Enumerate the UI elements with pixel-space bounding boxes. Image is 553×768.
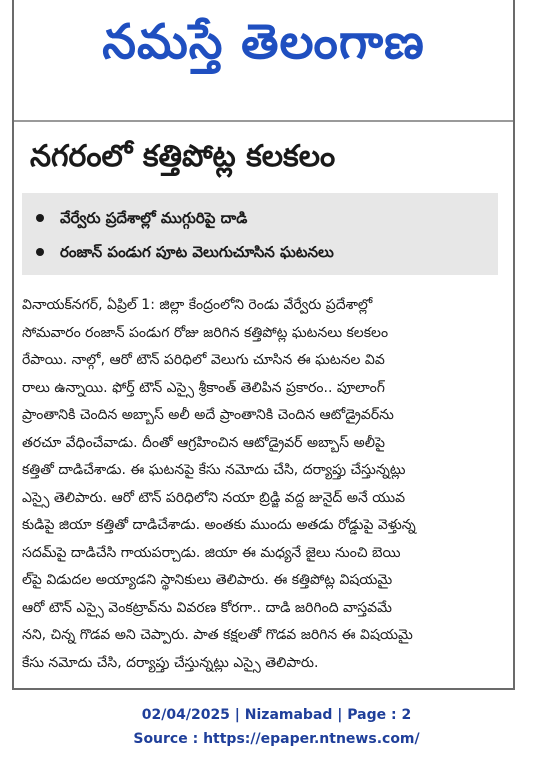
source-link[interactable]: Source : https://epaper.ntnews.com/ [133,731,420,747]
highlight-text: వేర్వేరు ప్రదేశాల్లో ముగ్గురిపై దాడి [60,209,248,227]
newspaper-masthead [14,4,513,82]
article-clipping [12,0,515,690]
body-line: ప్రాంతానికి చెందిన అబ్బాస్ అలీ అదే ప్రాంతానికి చెందిన ఆటోడ్రైవర్‌ను [22,407,394,423]
bullet-icon [36,248,44,256]
highlight-item [60,235,498,269]
bullet-icon [36,214,44,222]
body-line: కేసు నమోదు చేసి, దర్యాప్తు చేస్తున్నట్లు ఎస్సై తెలిపారు. [22,654,319,671]
highlights-box [22,193,498,275]
body-line: ల్‌పై విడుదల అయ్యాడని స్థానికులు తెలిపారు. ఈ కత్తిపోట్ల విషయమై [22,572,393,588]
body-line: సోమవారం రంజాన్ పండుగ రోజు జరిగిన కత్తిపోట్ల ఘటనలు కలకలం [22,324,389,341]
highlight-item [60,201,498,235]
body-line: సదమ్‌పై దాడిచేసి గాయపర్చాడు. జియా ఈ మధ్యనే జైలు నుంచి బెయి [22,544,401,561]
body-line: ఎస్సై తెలిపారు. ఆరో టౌన్ పరిధిలోని నయా బ్రిడ్జి వద్ద జునైద్ అనే యువ [22,489,406,506]
article-body [22,292,500,677]
clipping-footer [0,703,553,751]
body-line: కుడిపై జియా కత్తితో దాడిచేశాడు. అంతకు ముందు అతడు రోడ్డుపై వెళ్తున్న [22,517,416,533]
masthead-logo-text: నమస్తే తెలంగాణ [102,14,425,70]
body-line: నని, చిన్న గొడవ అని చెప్పారు. పాత కక్షలతో గొడవ జరిగిన ఈ విషయమై [22,627,413,643]
masthead-divider [14,120,513,122]
body-line: కత్తితో దాడిచేశాడు. ఈ ఘటనపై కేసు నమోదు చేసి, దర్యాప్తు చేస్తున్నట్లు [22,462,406,478]
body-line: రేపాయి. నాల్గో, ఆరో టౌన్ పరిధిలో వెలుగు చూసిన ఈ ఘటనల వివ [22,352,385,368]
body-line: రాలు ఉన్నాయి. ఫోర్త్ టౌన్ ఎస్సై శ్రీకాంత్ తెలిపిన ప్రకారం.. పూలాంగ్ [22,379,385,396]
article-headline: నగరంలో కత్తిపోట్ల కలకలం [30,139,336,174]
body-line: తరచూ వేధించేవాడు. దీంతో ఆగ్రహించిన ఆటోడ్రైవర్ అబ్బాస్ అలీపై [22,434,385,451]
edition-info: 02/04/2025 | Nizamabad | Page : 2 [141,707,412,723]
body-line: ఆరో టౌన్ ఎస్సై వెంకట్రావ్‌ను వివరణ కోరగా.. దాడి జరిగింది వాస్తవమే [22,599,392,616]
body-line: వినాయక్‌నగర్, ఏప్రిల్ 1: జిల్లా కేంద్రంలోని రెండు వేర్వేరు ప్రదేశాల్లో [22,297,373,313]
highlight-text: రంజాన్ పండుగ పూట వెలుగుచూసిన ఘటనలు [60,243,334,261]
